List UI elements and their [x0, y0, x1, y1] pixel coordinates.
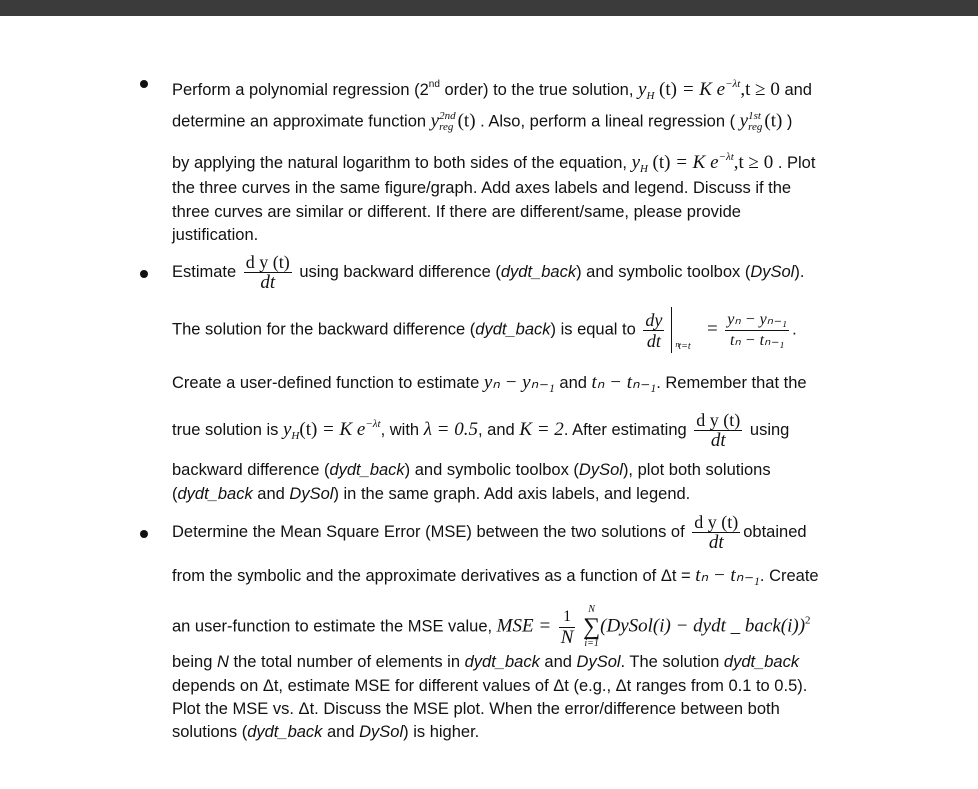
b2-line3: Create a user-defined function to estimate yₙ − yₙ₋₁ and tₙ − tₙ₋₁. Remember that the: [172, 372, 807, 393]
b1-line5: three curves are similar or different. If there are different/same, please provide: [172, 203, 741, 221]
b3-line7: solutions (dydt_back and DySol) is higher.: [172, 723, 480, 741]
b2-line5: backward difference (dydt_back) and symbolic toolbox (DySol), plot both solutions: [172, 461, 771, 479]
b1-line2: determine an approximate function y 2nd reg (t) . Also, perform a lineal regression ( y 1st reg (t) ): [172, 110, 793, 133]
b3-line5: depends on Δt, estimate MSE for different values of Δt (e.g., Δt ranges from 0.1 to 0.5).: [172, 677, 808, 695]
bullet-2: [140, 270, 148, 278]
b2-line4: true solution is $y_H(t) = K$ $e^{-\lambda t}$, with λ = 0.5, and K = 2. After estimating $\frac{\text{d y (t)}}{dt}$ using: [172, 410, 790, 451]
b2-line6: (dydt_back and DySol) in the same graph. Add axis labels, and legend.: [172, 485, 691, 503]
b2-line1: Estimate $\frac{\text{d y (t)}}{dt}$ using backward difference (dydt_back) and symbolic toolbox (DySol).: [172, 252, 805, 293]
b1-line4: the three curves in the same figure/graph. Add axes labels and legend. Discuss if the: [172, 179, 792, 197]
bullet-1: [140, 80, 148, 88]
b1-line1: Perform a polynomial regression (2nd order) to the true solution, $y_H$ (t) = K $e^{-\lambda t},t \ge 0$ and: [172, 78, 812, 102]
b3-line2: from the symbolic and the approximate derivatives as a function of Δt = tₙ − tₙ₋₁. Create: [172, 565, 819, 586]
top-bar: [0, 0, 978, 16]
b1-line6: justification.: [172, 226, 259, 244]
b1-line3: by applying the natural logarithm to both sides of the equation, $y_H$ (t) = K $e^{-\lambda t},t \ge 0$ . Plot: [172, 151, 816, 175]
b3-line3: an user-function to estimate the MSE value, MSE = $\frac{1}{N}$ N ∑ i=1 (DySol(i) − dydt _ back(i))$^2$: [172, 604, 811, 649]
b3-line4: being N the total number of elements in dydt_back and DySol. The solution dydt_back: [172, 653, 800, 671]
b2-line2: The solution for the backward difference (dydt_back) is equal to $\frac{dy}{dt}$ t=t $_n$ = $\frac{\text{yₙ − yₙ₋₁}}{\text{tₙ − tₙ₋₁}}$ .: [172, 307, 797, 353]
bullet-3: [140, 530, 148, 538]
b3-line1: Determine the Mean Square Error (MSE) between the two solutions of $\frac{\text{d y (t)}}{dt}$ obtained: [172, 512, 807, 553]
b3-line6: Plot the MSE vs. Δt. Discuss the MSE plot. When the error/difference between both: [172, 700, 780, 718]
